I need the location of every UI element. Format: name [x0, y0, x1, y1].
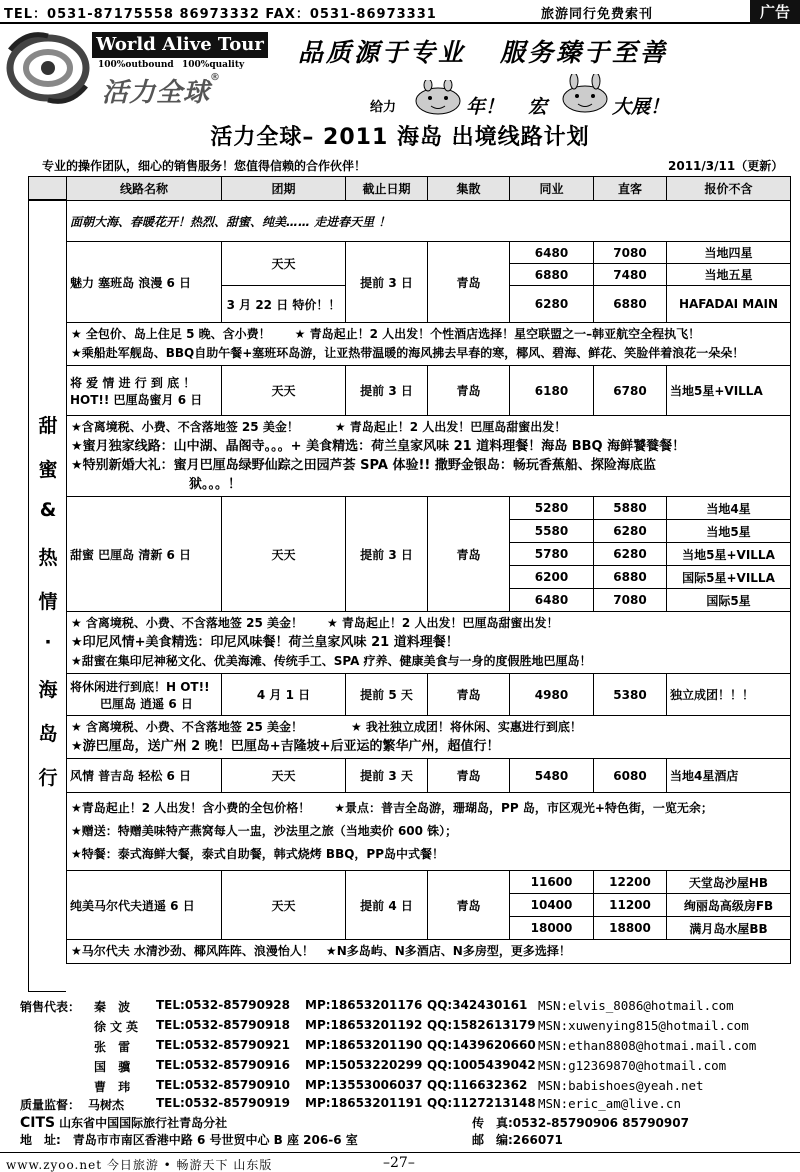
route-hub: 青岛 [428, 366, 510, 416]
route-date: 天天 [222, 871, 346, 940]
route-name [67, 366, 222, 416]
rep-qq: QQ:1582613179 [427, 1018, 536, 1032]
side-label [28, 200, 66, 992]
side-char: & [39, 499, 57, 521]
col-header: 线路名称 [67, 177, 222, 201]
price-direct: 5380 [594, 674, 667, 716]
price-trade: 5480 [510, 759, 594, 793]
wish-nian: 年！ [466, 96, 505, 118]
route-notes [67, 793, 791, 871]
rep-qq: QQ:342430161 [427, 998, 528, 1012]
col-header: 截止日期 [346, 177, 428, 201]
qc-name: 马树杰 [88, 1098, 125, 1112]
col-header: 团期 [222, 177, 346, 201]
note-line: ★蜜月独家线路：山中湖、晶阁寺。。。+ 美食精选：荷兰皇家风味 21 道料理餐！海岛 BBQ 海鲜饕餮餐！ [71, 439, 686, 454]
price-excl: 当地5星 [667, 520, 791, 543]
update-date: 2011/3/11（更新） [668, 159, 784, 173]
slogan-a: 品质源于专业 [298, 38, 467, 67]
price-direct: 6080 [594, 759, 667, 793]
price-excl: 当地4星 [667, 497, 791, 520]
note-line: ★青岛起止！2 人出发！含小费的全包价格！ ★景点：普吉全岛游，珊瑚岛，PP 岛，市区观光+特色街，一览无余； [71, 801, 713, 815]
side-char: 行 [38, 767, 58, 789]
price-excl: 国际5星+VILLA [667, 566, 791, 589]
price-excl: HAFADAI MAIN [667, 286, 791, 323]
route-cutoff: 提前 3 日 [346, 497, 428, 612]
note-line: ★印尼风情+美食精选：印尼风味餐！荷兰皇家风味 21 道料理餐！ [71, 635, 459, 650]
note-line: ★赠送：特赠美味特产燕窝每人一盅，沙法里之旅（当地卖价 600 铢）； [71, 824, 458, 838]
company-postcode: 邮 编:266071 [472, 1133, 563, 1147]
side-char: 海 [38, 679, 58, 701]
company-fullname: 山东省中国国际旅行社青岛分社 [59, 1116, 228, 1130]
price-excl: 当地五星 [667, 264, 791, 286]
price-trade: 5280 [510, 497, 594, 520]
route-date: 天天 [222, 242, 346, 286]
rep-mobile: MP:13553006037 [305, 1078, 423, 1092]
wish-dazhan: 大展！ [612, 96, 670, 118]
side-char: 蜜 [38, 459, 58, 481]
price-trade: 6200 [510, 566, 594, 589]
rep-msn: MSN:xuwenying815@hotmail.com [538, 1018, 749, 1033]
price-direct: 6280 [594, 520, 667, 543]
price-trade: 5580 [510, 520, 594, 543]
header-corner [28, 176, 66, 200]
company-logo [6, 26, 266, 108]
price-excl: 当地5星+VILLA [667, 543, 791, 566]
rep-msn: MSN:ethan8808@hotmai.mail.com [538, 1038, 757, 1053]
banner-row [67, 201, 791, 242]
route-cutoff: 提前 3 日 [346, 366, 428, 416]
price-trade: 6180 [510, 366, 594, 416]
route-notes [67, 416, 791, 497]
price-excl: 当地四星 [667, 242, 791, 264]
top-contact-bar [0, 0, 800, 24]
rep-tel: TEL:0532-85790921 [156, 1038, 291, 1052]
rep-tel: TEL:0532-85790910 [156, 1078, 291, 1092]
note-line: ★特餐：泰式海鲜大餐，泰式自助餐，韩式烧烤 BBQ，PP岛中式餐！ [71, 847, 445, 861]
table-row [67, 242, 791, 264]
price-excl: 满月岛水屋BB [667, 917, 791, 940]
logo-sub-outbound: 100%outbound [98, 60, 174, 70]
note-row [67, 612, 791, 674]
note-row [67, 940, 791, 964]
rep-tel: TEL:0532-85790918 [156, 1018, 291, 1032]
route-name-line: 巴厘岛 逍遥 6 日 [100, 696, 193, 711]
rep-qq: QQ:1439620660 [427, 1038, 536, 1052]
note-line: 狱。。。！ [189, 477, 242, 492]
table-header-row [67, 177, 791, 201]
rep-name: 国 骥 [94, 1060, 135, 1074]
rep-tel: TEL:0532-85790928 [156, 998, 291, 1012]
slogan [298, 33, 668, 69]
note-line: ★含离境税、小费、不含落地签 25 美金！ ★ 青岛起止！2 人出发！巴厘岛甜蜜出发！ [71, 420, 567, 434]
route-hub: 青岛 [428, 759, 510, 793]
tagline: 专业的操作团队，细心的销售服务！您值得信赖的合作伙伴！ [42, 159, 367, 173]
note-row [67, 323, 791, 366]
qc-label: 质量监督： [20, 1098, 81, 1112]
price-trade: 6480 [510, 589, 594, 612]
table-row [67, 871, 791, 894]
ad-badge: 广告 [750, 0, 800, 24]
route-name-line: 将 爱 情 进 行 到 底 ！ [70, 375, 196, 390]
header-contact: TEL：0531-87175558 86973332 FAX：0531-86973331 [4, 7, 437, 22]
route-hub: 青岛 [428, 242, 510, 323]
note-line: ★马尔代夫 水清沙劲、椰风阵阵、浪漫怡人！ ★N多岛屿、N多酒店、N多房型，更多选择！ [71, 944, 571, 958]
wish-hong: 宏 [528, 96, 548, 118]
note-line: ★特别新婚大礼：蜜月巴厘岛绿野仙踪之田园芦荟 SPA 体验!! 撒野金银岛：畅玩香蕉船、探险海底监 [71, 458, 656, 473]
price-direct: 5880 [594, 497, 667, 520]
price-excl: 国际5星 [667, 589, 791, 612]
route-hub: 青岛 [428, 497, 510, 612]
price-excl: 当地5星+VILLA [667, 366, 791, 416]
route-date: 天天 [222, 759, 346, 793]
logo-cn-text: 活力全球 [102, 78, 211, 108]
price-trade: 10400 [510, 894, 594, 917]
qc-qq: QQ:1127213148 [427, 1096, 536, 1110]
note-line: ★ 含离境税、小费、不含落地签 25 美金！ ★ 青岛起止！2 人出发！巴厘岛甜蜜出发！ [71, 616, 559, 630]
price-direct: 7480 [594, 264, 667, 286]
price-excl: 当地4星酒店 [667, 759, 791, 793]
price-trade: 6280 [510, 286, 594, 323]
price-direct: 6880 [594, 566, 667, 589]
col-header: 同业 [510, 177, 594, 201]
side-char: · [44, 631, 52, 653]
rep-qq: QQ:116632362 [427, 1078, 528, 1092]
note-line: ★甜蜜在集印尼神秘文化、优美海滩、传统手工、SPA 疗养、健康美食与一身的度假胜地巴厘岛！ [71, 654, 592, 668]
rep-qq: QQ:1005439042 [427, 1058, 536, 1072]
rep-name: 秦 波 [94, 1000, 135, 1014]
price-excl: 天堂岛沙屋HB [667, 871, 791, 894]
table-row [67, 497, 791, 520]
company-name [20, 1114, 227, 1131]
logo-sub-quality: 100%quality [182, 60, 245, 70]
cits-brand: CITS [20, 1115, 56, 1131]
col-header: 报价不含 [667, 177, 791, 201]
price-trade: 18000 [510, 917, 594, 940]
route-hub: 青岛 [428, 871, 510, 940]
note-row [67, 716, 791, 759]
logo-reg: ® [210, 72, 222, 83]
price-trade: 6880 [510, 264, 594, 286]
price-trade: 5780 [510, 543, 594, 566]
rep-mobile: MP:18653201190 [305, 1038, 423, 1052]
route-cutoff: 提前 3 天 [346, 759, 428, 793]
route-notes [67, 940, 791, 964]
table-row [67, 759, 791, 793]
rep-msn: MSN:babishoes@yeah.net [538, 1078, 704, 1093]
rep-name: 曹 玮 [94, 1080, 135, 1094]
rep-mobile: MP:18653201192 [305, 1018, 423, 1032]
note-row [67, 416, 791, 497]
note-line: ★ 全包价、岛上住足 5 晚、含小费！ ★ 青岛起止！2 人出发！个性酒店选择！星空联盟之一–韩亚航空全程执飞！ [71, 327, 701, 341]
route-name: 甜蜜 巴厘岛 清新 6 日 [67, 497, 222, 612]
note-line: ★游巴厘岛，送广州 2 晚！巴厘岛+吉隆坡+后亚运的繁华广州，超值行！ [71, 739, 500, 754]
note-row [67, 793, 791, 871]
route-date: 天天 [222, 497, 346, 612]
price-direct: 6880 [594, 286, 667, 323]
price-direct: 7080 [594, 589, 667, 612]
price-direct: 6280 [594, 543, 667, 566]
side-char: 情 [38, 591, 58, 613]
logo-chinese [102, 72, 221, 109]
route-table [66, 176, 791, 964]
footer-site: www.zyoo.net 今日旅游 • 畅游天下 山东版 [6, 1158, 273, 1172]
qc-mobile: MP:18653201191 [305, 1096, 423, 1110]
side-char: 岛 [38, 723, 58, 745]
route-name [67, 674, 222, 716]
rep-name: 徐文英 [94, 1020, 143, 1034]
route-cutoff: 提前 3 日 [346, 242, 428, 323]
banner-text: 面朝大海、春暖花开！热烈、甜蜜、纯美…… 走进春天里 ！ [67, 201, 791, 242]
note-line: ★乘船赴军舰岛、BBQ自助午餐+塞班环岛游，让亚热带温暖的海风拂去早春的寒，椰风、碧海、鲜花、笑脸伴着浪花一朵朵！ [71, 346, 745, 360]
route-name-line: 将休闲进行到底！H OT!! [70, 679, 210, 694]
route-date: 4 月 1 日 [222, 674, 346, 716]
company-fax: 传 真:0532-85790906 85790907 [472, 1116, 689, 1130]
route-name: 风情 普吉岛 轻松 6 日 [67, 759, 222, 793]
page-title: 活力全球– 2011 海岛 出境线路计划 [210, 125, 590, 150]
route-notes [67, 323, 791, 366]
rep-msn: MSN:elvis_8086@hotmail.com [538, 998, 734, 1013]
route-date-special: 3 月 22 日 特价！！ [222, 286, 346, 323]
table-row [67, 366, 791, 416]
page-number: –27– [383, 1155, 415, 1171]
rep-msn: MSN:g12369870@hotmail.com [538, 1058, 727, 1073]
route-name: 纯美马尔代夫逍遥 6 日 [67, 871, 222, 940]
slogan-b: 服务臻于至善 [500, 38, 669, 67]
rep-name: 张 雷 [94, 1040, 135, 1054]
rep-mobile: MP:18653201176 [305, 998, 423, 1012]
price-direct: 18800 [594, 917, 667, 940]
route-notes [67, 716, 791, 759]
price-direct: 6780 [594, 366, 667, 416]
price-trade: 6480 [510, 242, 594, 264]
swirl-logo-icon [6, 30, 90, 106]
price-trade: 11600 [510, 871, 594, 894]
route-notes [67, 612, 791, 674]
col-header: 集散 [428, 177, 510, 201]
rep-tel: TEL:0532-85790916 [156, 1058, 291, 1072]
wish-gili: 给力 [370, 100, 397, 115]
price-direct: 11200 [594, 894, 667, 917]
sales-label: 销售代表： [20, 1000, 81, 1014]
note-line: ★ 含离境税、小费、不含落地签 25 美金！ ★ 我社独立成团！将休闲、实惠进行到底！ [71, 720, 582, 734]
price-excl: 绚丽岛高级房FB [667, 894, 791, 917]
rabbit-face-icon [413, 80, 463, 116]
price-direct: 12200 [594, 871, 667, 894]
price-trade: 4980 [510, 674, 594, 716]
col-header: 直客 [594, 177, 667, 201]
logo-subtitle [98, 60, 268, 70]
page-footer [0, 1152, 800, 1172]
route-hub: 青岛 [428, 674, 510, 716]
side-char: 热 [38, 547, 58, 569]
rep-mobile: MP:15053220299 [305, 1058, 423, 1072]
table-row [67, 674, 791, 716]
route-cutoff: 提前 4 日 [346, 871, 428, 940]
price-direct: 7080 [594, 242, 667, 264]
header-category: 旅游同行免费索刊 [541, 7, 654, 22]
route-date: 天天 [222, 366, 346, 416]
side-char: 甜 [38, 415, 58, 437]
price-excl: 独立成团！！！ [667, 674, 791, 716]
qc-tel: TEL:0532-85790919 [156, 1096, 291, 1110]
logo-brand: World Alive Tour [92, 32, 268, 58]
route-cutoff: 提前 5 天 [346, 674, 428, 716]
rabbit-face-icon-2 [560, 74, 610, 114]
company-address: 地 址: 青岛市市南区香港中路 6 号世贸中心 B 座 206-6 室 [20, 1133, 358, 1147]
route-name: 魅力 塞班岛 浪漫 6 日 [67, 242, 222, 323]
qc-msn: MSN:eric_am@live.cn [538, 1096, 681, 1111]
route-name-line: HOT!! 巴厘岛蜜月 6 日 [70, 392, 203, 407]
